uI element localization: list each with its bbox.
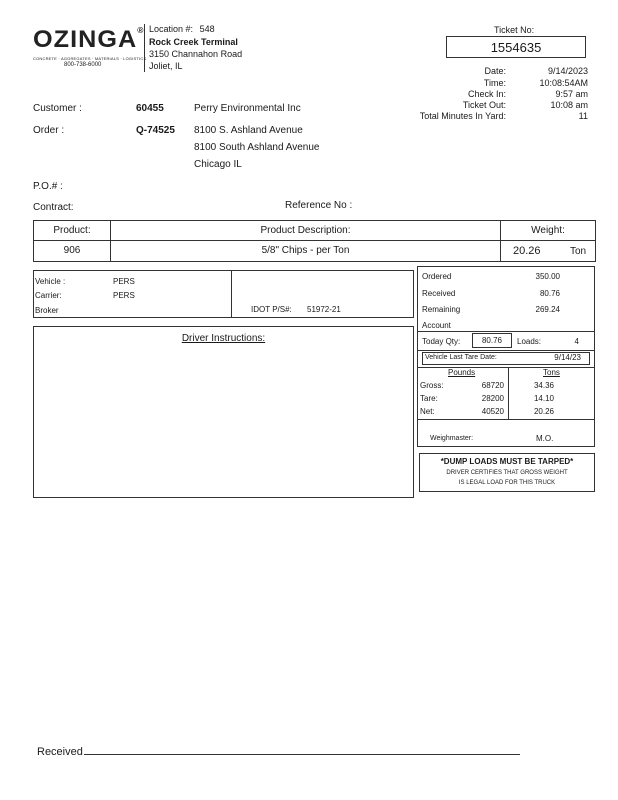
- header-divider: [144, 24, 145, 72]
- vehicle-value: PERS: [113, 277, 135, 286]
- notice-line-3: IS LEGAL LOAD FOR THIS TRUCK: [458, 480, 556, 486]
- ticket-label: Ticket No:: [494, 25, 535, 35]
- vehicle-box: [33, 270, 414, 318]
- vehicle-label: Vehicle :: [35, 277, 66, 286]
- gross-pounds: 68720: [481, 381, 504, 390]
- customer-number: 60455: [136, 103, 164, 114]
- summary-divider-4: [418, 419, 594, 420]
- driver-instructions-label: Driver Instructions:: [181, 333, 266, 344]
- check-in-label: Check In:: [467, 89, 506, 99]
- logo-phone: 800-738-6000: [64, 62, 102, 68]
- tare-date-row: [422, 352, 590, 365]
- tarp-notice-box: [419, 453, 595, 492]
- ordered-value: 350.00: [535, 272, 560, 281]
- pounds-header: Pounds: [448, 368, 476, 377]
- weighmaster-label: Weighmaster:: [430, 435, 474, 442]
- account-label: Account: [422, 321, 451, 330]
- gross-tons: 34.36: [533, 381, 554, 390]
- broker-label: Broker: [35, 306, 59, 315]
- weights-col-divider: [508, 367, 509, 419]
- received-signature-line: [84, 754, 520, 755]
- minutes-in-yard-value: 11: [578, 111, 588, 121]
- reference-label: Reference No :: [285, 200, 353, 211]
- idot-label: IDOT P/S#:: [251, 305, 292, 314]
- vehicle-box-divider: [231, 271, 232, 317]
- notice-line-1: *DUMP LOADS MUST BE TARPED*: [440, 457, 574, 466]
- received-label: Received: [422, 289, 456, 298]
- description-header: Product Description:: [260, 225, 351, 236]
- ordered-label: Ordered: [422, 272, 452, 281]
- tare-tons: 14.10: [533, 394, 554, 403]
- minutes-in-yard-label: Total Minutes In Yard:: [419, 111, 506, 121]
- logo-registered-mark: ®: [137, 26, 145, 35]
- order-label: Order :: [33, 125, 65, 136]
- product-unit: Ton: [570, 246, 587, 257]
- tare-date-label: Vehicle Last Tare Date:: [425, 354, 497, 361]
- location-label: Location #:: [149, 24, 194, 34]
- customer-label: Customer :: [33, 103, 82, 114]
- order-city: Chicago IL: [194, 159, 242, 170]
- order-address-line1: 8100 S. Ashland Avenue: [194, 125, 303, 136]
- carrier-label: Carrier:: [35, 291, 62, 300]
- product-weight: 20.26: [513, 245, 541, 257]
- ticket-number: 1554635: [490, 40, 542, 55]
- product-table: [33, 220, 596, 262]
- product-table-row-divider: [34, 240, 595, 241]
- ticket-out-value: 10:08 am: [550, 100, 588, 110]
- weighmaster-value: M.O.: [536, 434, 554, 443]
- gross-label: Gross:: [420, 381, 444, 390]
- terminal-address: 3150 Channahon Road: [149, 49, 243, 59]
- received-label: Received: [37, 746, 83, 758]
- net-label: Net:: [420, 407, 435, 416]
- check-in-value: 9:57 am: [555, 89, 588, 99]
- loads-label: Loads:: [517, 337, 542, 346]
- ticket-out-label: Ticket Out:: [462, 100, 506, 110]
- remaining-value: 269.24: [535, 305, 560, 314]
- order-number: Q-74525: [136, 125, 175, 136]
- loads-value: 4: [574, 337, 579, 346]
- location-number: 548: [199, 24, 215, 34]
- terminal-name: Rock Creek Terminal: [149, 37, 238, 47]
- notice-line-2: DRIVER CERTIFIES THAT GROSS WEIGHT: [446, 470, 568, 476]
- ticket-number-box: [446, 36, 586, 58]
- summary-box: [417, 266, 595, 447]
- summary-divider-3: [418, 367, 594, 368]
- product-description: 5/8" Chips - per Ton: [261, 245, 350, 256]
- today-qty-box: [472, 333, 512, 348]
- logo-tagline: CONCRETE · AGGREGATES · MATERIALS · LOGISTICS: [33, 56, 147, 61]
- net-pounds: 40520: [481, 407, 504, 416]
- product-code: 906: [63, 245, 81, 256]
- date-label: Date:: [484, 66, 506, 76]
- tare-label: Tare:: [420, 394, 438, 403]
- net-tons: 20.26: [533, 407, 554, 416]
- remaining-label: Remaining: [422, 305, 461, 314]
- po-label: P.O.# :: [33, 181, 63, 192]
- received-value: 80.76: [539, 289, 560, 298]
- summary-divider-1: [418, 331, 594, 332]
- driver-instructions-box: [33, 326, 414, 498]
- customer-name: Perry Environmental Inc: [194, 103, 301, 114]
- summary-divider-2: [418, 350, 594, 351]
- logo-text: OZINGA: [33, 26, 138, 53]
- carrier-value: PERS: [113, 291, 135, 300]
- tons-header: Tons: [543, 368, 560, 377]
- idot-value: 51972-21: [307, 305, 341, 314]
- order-address-line2: 8100 South Ashland Avenue: [194, 142, 320, 153]
- company-logo: [33, 26, 145, 54]
- date-value: 9/14/2023: [547, 66, 588, 76]
- today-qty-value: 80.76: [481, 336, 503, 345]
- contract-label: Contract:: [33, 202, 74, 213]
- terminal-city: Joliet, IL: [149, 61, 183, 71]
- tare-pounds: 28200: [481, 394, 504, 403]
- today-qty-label: Today Qty:: [422, 337, 461, 346]
- weight-header: Weight:: [531, 225, 565, 236]
- product-header: Product:: [53, 225, 91, 236]
- tare-date-value: 9/14/23: [554, 353, 581, 362]
- time-value: 10:08:54AM: [539, 78, 588, 88]
- location-line: [149, 24, 215, 34]
- time-label: Time:: [483, 78, 506, 88]
